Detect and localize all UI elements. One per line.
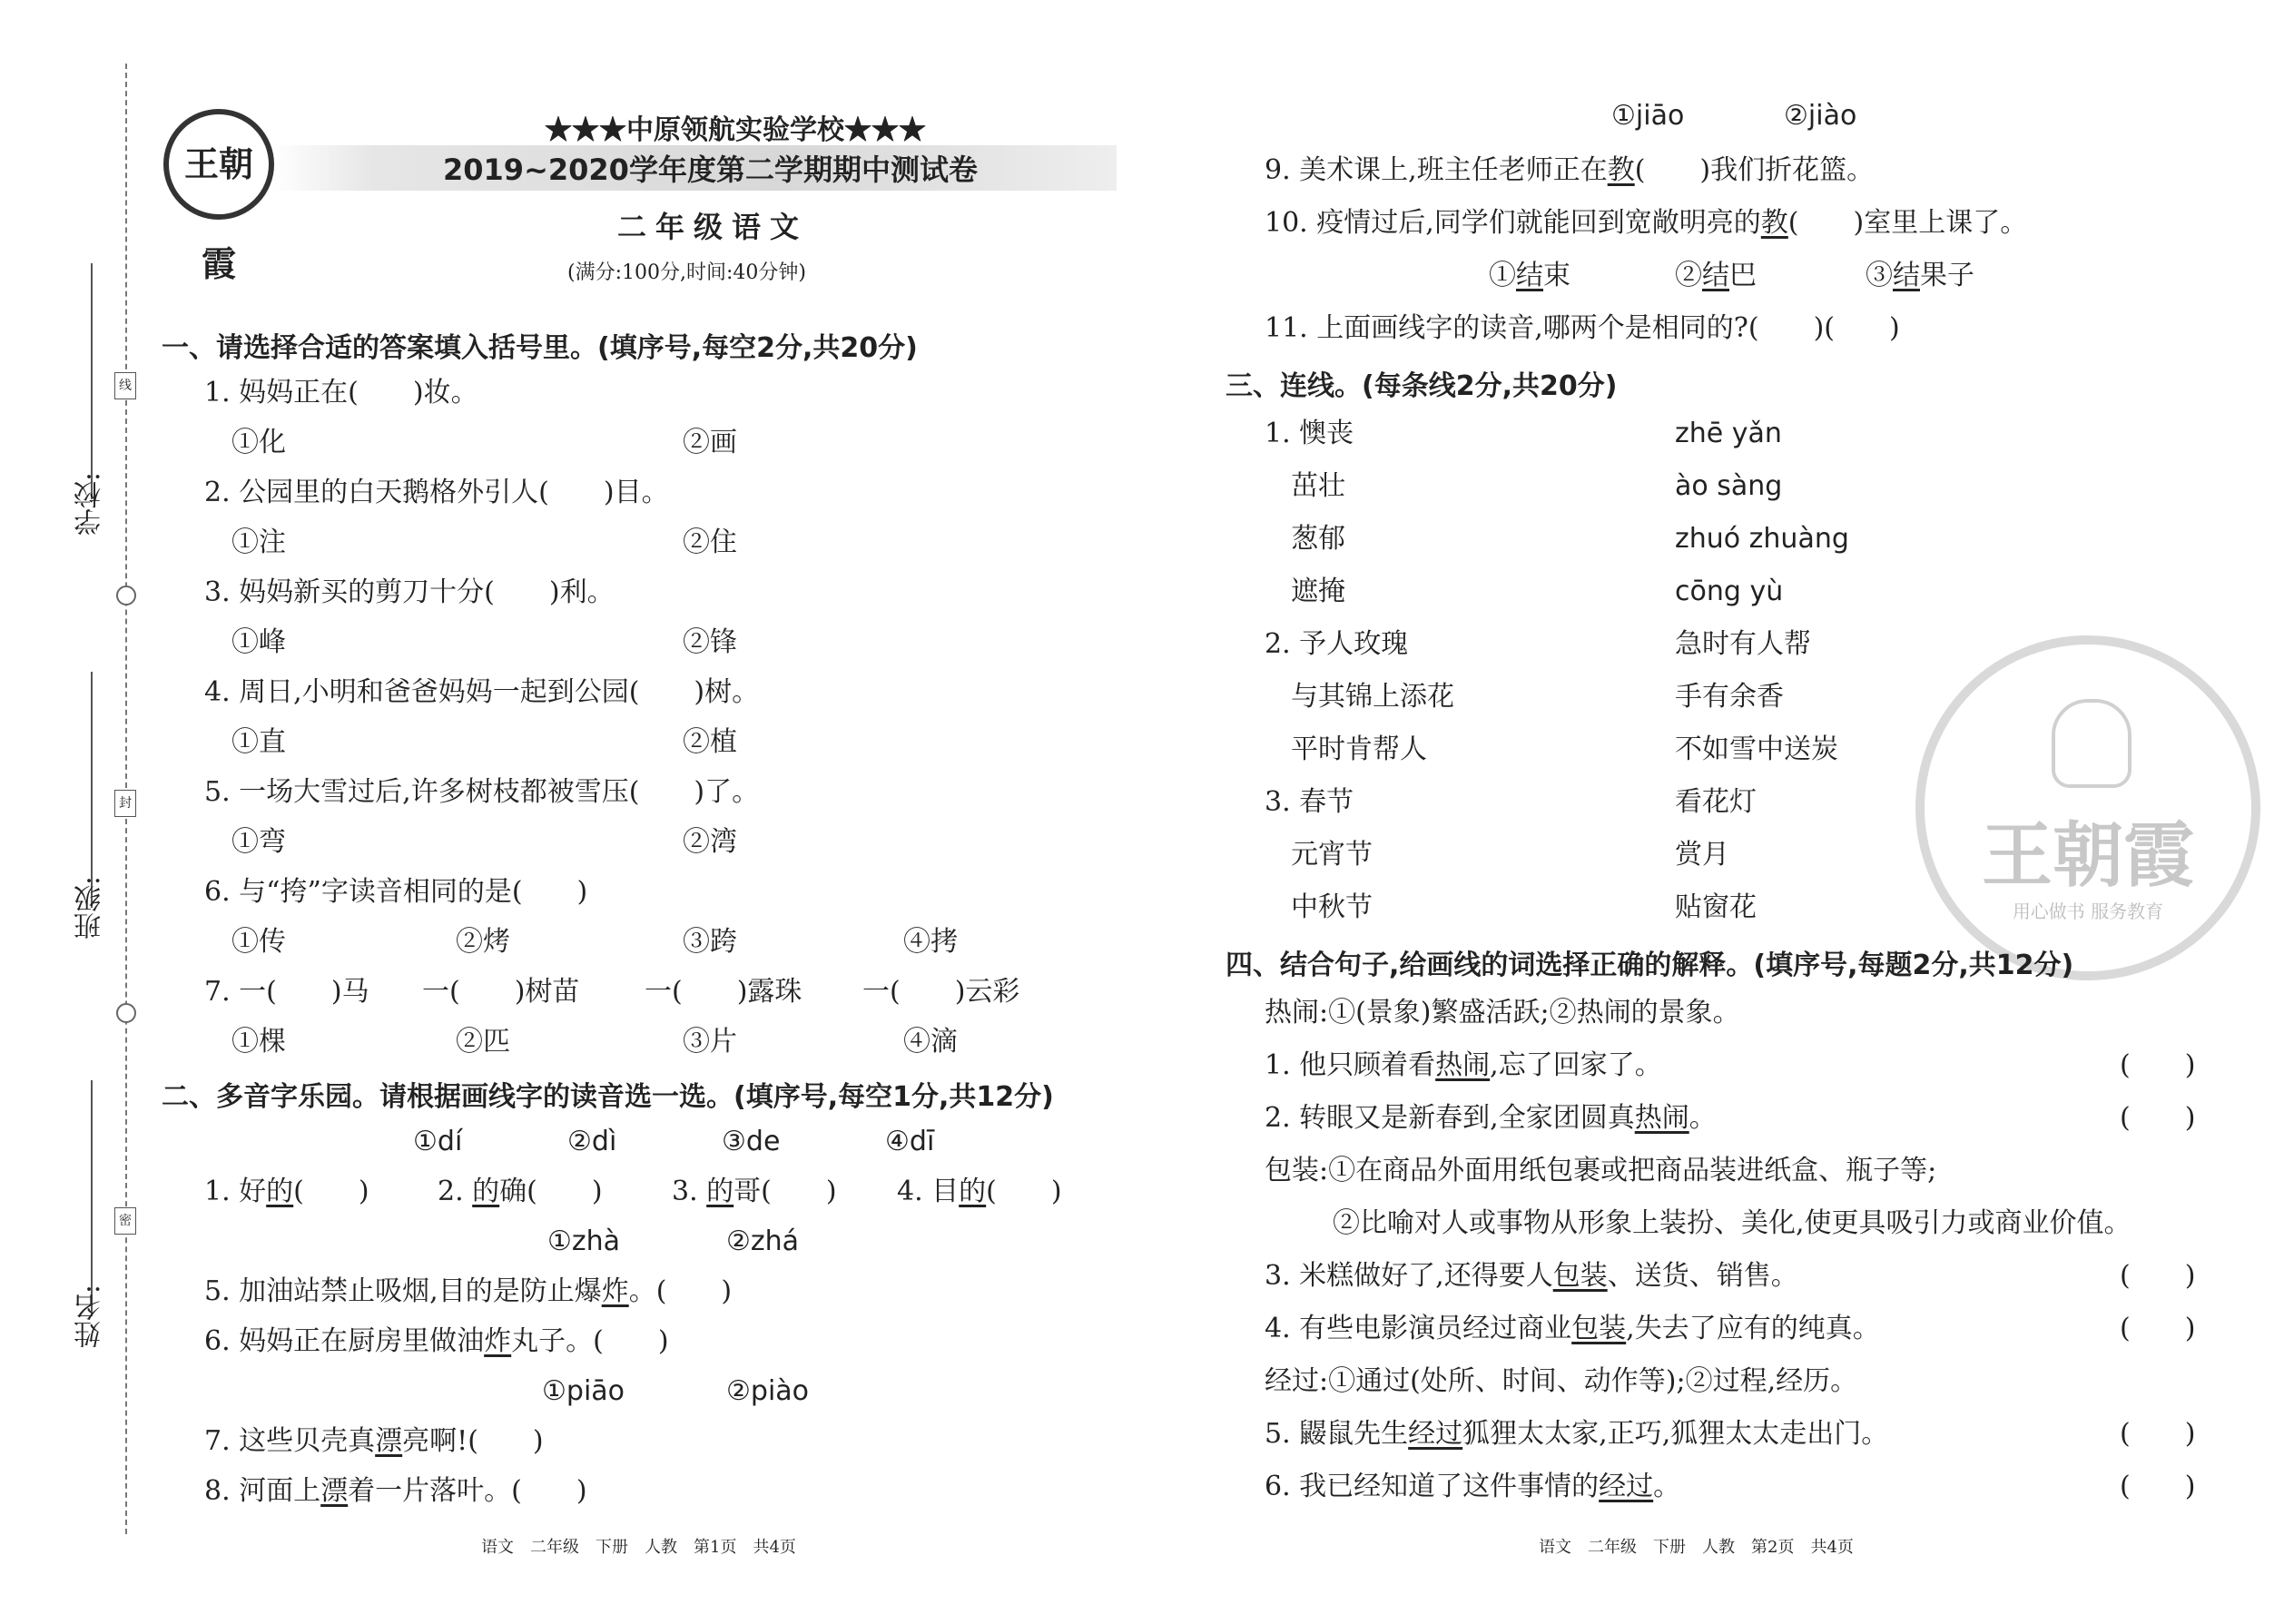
s1-q7-option-4: ④滴	[903, 1026, 958, 1058]
s2-q9: 9. 美术课上,班主任老师正在教( )我们折花篮。	[1265, 154, 1875, 186]
s4-q3: 3. 米糕做好了,还得要人包装、送货、销售。	[1265, 1260, 1798, 1292]
portrait-icon	[2052, 699, 2132, 788]
school-name: ★★★中原领航实验学校★★★	[545, 114, 926, 146]
section1-title: 一、请选择合适的答案填入括号里。(填序号,每空2分,共20分)	[162, 332, 918, 364]
s4-q4: 4. 有些电影演员经过商业包装,失去了应有的纯真。	[1265, 1313, 1880, 1344]
watermark-name: 王朝霞	[1981, 814, 2194, 897]
s1-q3-option-b: ②锋	[683, 626, 737, 658]
jie-option-1: ①结束	[1489, 260, 1570, 291]
binding-hole-icon	[116, 586, 136, 605]
school-label: 学校:	[74, 472, 106, 536]
binding-mark-secret: 密	[114, 1207, 136, 1235]
s2-q6: 6. 妈妈正在厨房里做油炸丸子。( )	[204, 1325, 669, 1357]
s1-q6-option-c: ③跨	[683, 926, 737, 958]
def-baozhuang-2: ②比喻对人或事物从形象上装扮、美化,使更具吸引力或商业价值。	[1333, 1207, 2132, 1239]
s2-q7: 7. 这些贝壳真漂亮啊!( )	[204, 1425, 544, 1457]
match-left-5: 2. 予人玫瑰	[1265, 628, 1409, 660]
name-write-line	[91, 1080, 93, 1316]
s2-q5: 5. 加油站禁止吸烟,目的是防止爆炸。( )	[204, 1275, 733, 1307]
match-right-8: 看花灯	[1675, 786, 1757, 818]
s1-q1: 1. 妈妈正在( )妆。	[204, 377, 478, 408]
s1-q7-b: 一( )树苗	[422, 976, 580, 1008]
s2-q3: 3. 的哥( )	[672, 1176, 837, 1207]
s1-q4-option-b: ②植	[683, 726, 737, 758]
s1-q1-option-b: ②画	[683, 427, 737, 458]
s1-q2-option-b: ②住	[683, 527, 737, 558]
match-left-10: 中秋节	[1291, 891, 1373, 923]
s4-q6-blank: ( )	[2120, 1471, 2196, 1502]
s2-q2: 2. 的确( )	[438, 1176, 603, 1207]
school-write-line	[91, 263, 93, 499]
match-right-7: 不如雪中送炭	[1675, 733, 1838, 765]
de-option-2: ②dì	[567, 1126, 617, 1157]
s4-q5: 5. 鼹鼠先生经过狐狸太太家,正巧,狐狸太太走出门。	[1265, 1418, 1889, 1450]
s2-q1: 1. 好的( )	[204, 1176, 369, 1207]
s4-q4-blank: ( )	[2120, 1313, 2196, 1344]
s1-q7-option-3: ③片	[683, 1026, 737, 1058]
match-left-3: 葱郁	[1291, 523, 1345, 555]
match-right-2: ào sàng	[1675, 470, 1783, 502]
s1-q4: 4. 周日,小明和爸爸妈妈一起到公园( )树。	[204, 676, 760, 708]
jie-option-2: ②结巴	[1675, 260, 1757, 291]
s1-q6: 6. 与“挎”字读音相同的是( )	[204, 876, 588, 908]
s4-q6: 6. 我已经知道了这件事情的经过。	[1265, 1471, 1681, 1502]
binding-hole-icon	[116, 1003, 136, 1023]
s4-q2: 2. 转眼又是新春到,全家团圆真热闹。	[1265, 1102, 1717, 1134]
s1-q7-a: 7. 一( )马	[204, 976, 369, 1008]
piao-option-1: ①piāo	[542, 1375, 625, 1407]
match-left-8: 3. 春节	[1265, 786, 1354, 818]
exam-title: 2019~2020学年度第二学期期中测试卷	[443, 153, 978, 187]
class-label: 班级:	[74, 876, 106, 940]
section4-title: 四、结合句子,给画线的词选择正确的解释。(填序号,每题2分,共12分)	[1226, 950, 2074, 981]
s4-q1-blank: ( )	[2120, 1049, 2196, 1081]
de-option-4: ④dī	[885, 1126, 935, 1157]
s1-q6-option-b: ②烤	[456, 926, 510, 958]
s1-q6-option-d: ④拷	[903, 926, 958, 958]
s1-q3: 3. 妈妈新买的剪刀十分( )利。	[204, 576, 615, 608]
footer-page-2: 语文 二年级 下册 人教 第2页 共4页	[1539, 1538, 1854, 1557]
s1-q2: 2. 公园里的白天鹅格外引人( )目。	[204, 477, 669, 508]
def-jingguo: 经过:①通过(处所、时间、动作等);②过程,经历。	[1265, 1365, 1858, 1397]
jiao-option-2: ②jiào	[1784, 100, 1857, 132]
subject-title: 二年级语文	[617, 210, 809, 244]
match-left-7: 平时肯帮人	[1291, 733, 1427, 765]
s4-q3-blank: ( )	[2120, 1260, 2196, 1292]
zha-option-2: ②zhá	[726, 1225, 800, 1257]
binding-mark-line: 线	[114, 372, 136, 399]
s1-q2-option-a: ①注	[231, 527, 286, 558]
name-label: 姓名:	[74, 1284, 106, 1349]
s1-q5-option-a: ①弯	[231, 826, 286, 858]
match-right-3: zhuó zhuàng	[1675, 523, 1849, 555]
match-right-4: cōng yù	[1675, 576, 1784, 607]
de-option-3: ③de	[722, 1126, 781, 1157]
s1-q4-option-a: ①直	[231, 726, 286, 758]
s1-q3-option-a: ①峰	[231, 626, 286, 658]
piao-option-2: ②piào	[726, 1375, 810, 1407]
zha-option-1: ①zhà	[547, 1225, 621, 1257]
jiao-option-1: ①jiāo	[1611, 100, 1685, 132]
s1-q1-option-a: ①化	[231, 427, 286, 458]
s2-q10: 10. 疫情过后,同学们就能回到宽敞明亮的教( )室里上课了。	[1265, 207, 2028, 239]
match-left-4: 遮掩	[1291, 576, 1345, 607]
s2-q8: 8. 河面上漂着一片落叶。( )	[204, 1475, 587, 1507]
s1-q7-c: 一( )露珠	[645, 976, 802, 1008]
match-right-9: 赏月	[1675, 839, 1729, 871]
s4-q1: 1. 他只顾着看热闹,忘了回家了。	[1265, 1049, 1662, 1081]
s1-q7-option-2: ②匹	[456, 1026, 510, 1058]
de-option-1: ①dí	[413, 1126, 463, 1157]
match-left-6: 与其锦上添花	[1291, 681, 1454, 713]
s1-q5: 5. 一场大雪过后,许多树枝都被雪压( )了。	[204, 776, 760, 808]
match-right-5: 急时有人帮	[1675, 628, 1811, 660]
s2-q4: 4. 目的( )	[897, 1176, 1062, 1207]
s1-q5-option-b: ②湾	[683, 826, 737, 858]
s4-q5-blank: ( )	[2120, 1418, 2196, 1450]
s1-q7-d: 一( )云彩	[862, 976, 1020, 1008]
s2-q11: 11. 上面画线字的读音,哪两个是相同的?( )( )	[1265, 312, 1900, 344]
jie-option-3: ③结果子	[1866, 260, 1974, 291]
watermark-slogan: 用心做书 服务教育	[2012, 901, 2164, 922]
match-right-10: 贴窗花	[1675, 891, 1757, 923]
s1-q6-option-a: ①传	[231, 926, 286, 958]
match-right-6: 手有余香	[1675, 681, 1784, 713]
def-baozhuang-1: 包装:①在商品外面用纸包裹或把商品装进纸盒、瓶子等;	[1265, 1155, 1937, 1186]
class-write-line	[91, 672, 93, 908]
match-left-2: 茁壮	[1291, 470, 1345, 502]
match-left-9: 元宵节	[1291, 839, 1373, 871]
brand-logo: 王朝霞	[163, 109, 274, 220]
match-left-1: 1. 懊丧	[1265, 418, 1354, 449]
s4-q2-blank: ( )	[2120, 1102, 2196, 1134]
s1-q7-option-1: ①棵	[231, 1026, 286, 1058]
section2-title: 二、多音字乐园。请根据画线字的读音选一选。(填序号,每空1分,共12分)	[162, 1081, 1054, 1113]
section3-title: 三、连线。(每条线2分,共20分)	[1226, 370, 1618, 402]
watermark-seal	[1915, 635, 2260, 980]
binding-mark-seal: 封	[114, 790, 136, 817]
exam-meta: (满分:100分,时间:40分钟)	[567, 261, 806, 284]
def-renao: 热闹:①(景象)繁盛活跃;②热闹的景象。	[1265, 997, 1740, 1029]
footer-page-1: 语文 二年级 下册 人教 第1页 共4页	[481, 1538, 796, 1557]
match-right-1: zhē yǎn	[1675, 418, 1782, 449]
